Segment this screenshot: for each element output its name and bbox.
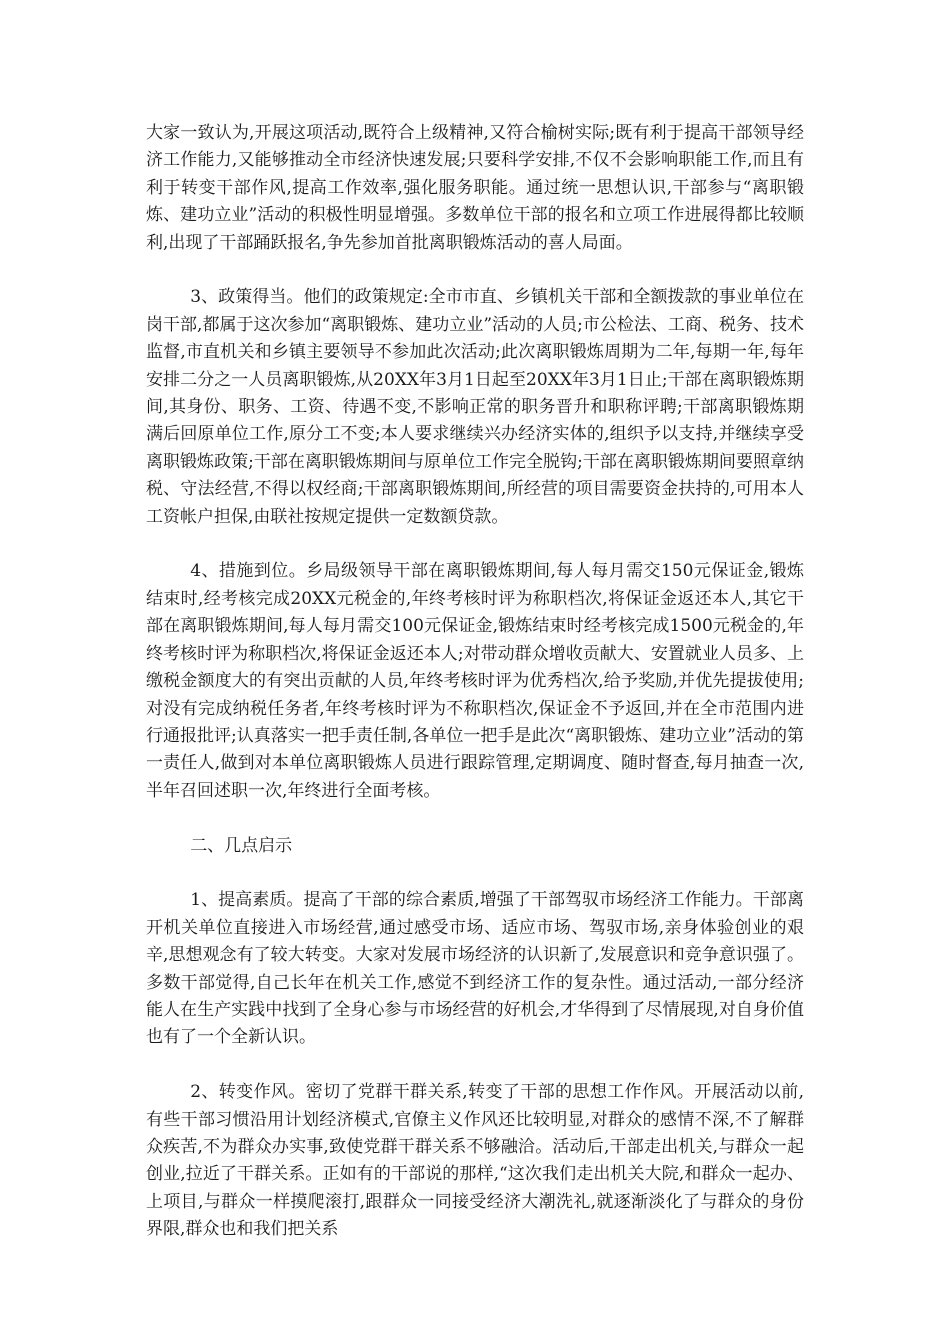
document-body <box>146 120 804 1271</box>
paragraph-quality: 1、提高素质。提高了干部的综合素质,增强了干部驾驭市场经济工作能力。干部离开机关单位直接进入市场经营,通过感受市场、适应市场、驾驭市场,亲身体验创业的艰辛,思想观念有了较大转变。大家对发展市场经济的认识新了,发展意识和竞争意识强了。多数干部觉得,自己长年在机关工作,感觉不到经济工作的复杂性。通过活动,一部分经济能人在生产实践中找到了全身心参与市场经营的好机会,才华得到了尽情展现,对自身价值也有了一个全新认识。 <box>146 890 804 1048</box>
section-heading-insights: 二、几点启示 <box>190 835 293 856</box>
paragraph-policy: 3、政策得当。他们的政策规定:全市市直、乡镇机关干部和全额拨款的事业单位在岗干部,都属于这次参加“离职锻炼、建功立业”活动的人员;市公检法、工商、税务、技术监督,市直机关和乡镇主要领导不参加此次活动;此次离职锻炼周期为二年,每期一年,每年安排二分之一人员离职锻炼,从20XX年3月1日起至20XX年3月1日止;干部在离职锻炼期间,其身份、职务、工资、待遇不变,不影响正常的职务晋升和职称评聘;干部离职锻炼期满后回原单位工作,原分工不变;本人要求继续兴办经济实体的,组织予以支持,并继续享受离职锻炼政策;干部在离职锻炼期间与原单位工作完全脱钩;干部在离职锻炼期间要照章纳税、守法经营,不得以权经商;干部离职锻炼期间,所经营的项目需要资金扶持的,可用本人工资帐户担保,由联社按规定提供一定数额贷款。 <box>146 287 804 527</box>
paragraph-unity: 大家一致认为,开展这项活动,既符合上级精神,又符合榆树实际;既有利于提高干部领导经济工作能力,又能够推动全市经济快速发展;只要科学安排,不仅不会影响职能工作,而且有利于转变干部作风,提高工作效率,强化服务职能。通过统一思想认识,干部参与“离职锻炼、建功立业”活动的积极性明显增强。多数单位干部的报名和立项工作进展得都比较顺利,出现了干部踊跃报名,争先参加首批离职锻炼活动的喜人局面。 <box>146 123 804 253</box>
paragraph-style: 2、转变作风。密切了党群干群关系,转变了干部的思想工作作风。开展活动以前,有些干部习惯沿用计划经济模式,官僚主义作风还比较明显,对群众的感情不深,不了解群众疾苦,不为群众办实事,致使党群干群关系不够融洽。活动后,干部走出机关,与群众一起创业,拉近了干群关系。正如有的干部说的那样,“这次我们走出机关大院,和群众一起办、上项目,与群众一样摸爬滚打,跟群众一同接受经济大潮洗礼,就逐渐淡化了与群众的身份界限,群众也和我们把关系 <box>146 1082 804 1240</box>
paragraph-measures: 4、措施到位。乡局级领导干部在离职锻炼期间,每人每月需交150元保证金,锻炼结束时,经考核完成20XX元税金的,年终考核时评为称职档次,将保证金返还本人,其它干部在离职锻炼期间,每人每月需交100元保证金,锻炼结束时经考核完成1500元税金的,年终考核时评为称职档次,将保证金返还本人;对带动群众增收贡献大、安置就业人员多、上缴税金额度大的有突出贡献的人员,年终考核时评为优秀档次,给予奖励,并优先提拔使用;对没有完成纳税任务者,年终考核时评为不称职档次,保证金不予返回,并在全市范围内进行通报批评;认真落实一把手责任制,各单位一把手是此次“离职锻炼、建功立业”活动的第一责任人,做到对本单位离职锻炼人员进行跟踪管理,定期调度、随时督查,每月抽查一次,半年召回述职一次,年终进行全面考核。 <box>146 561 804 801</box>
